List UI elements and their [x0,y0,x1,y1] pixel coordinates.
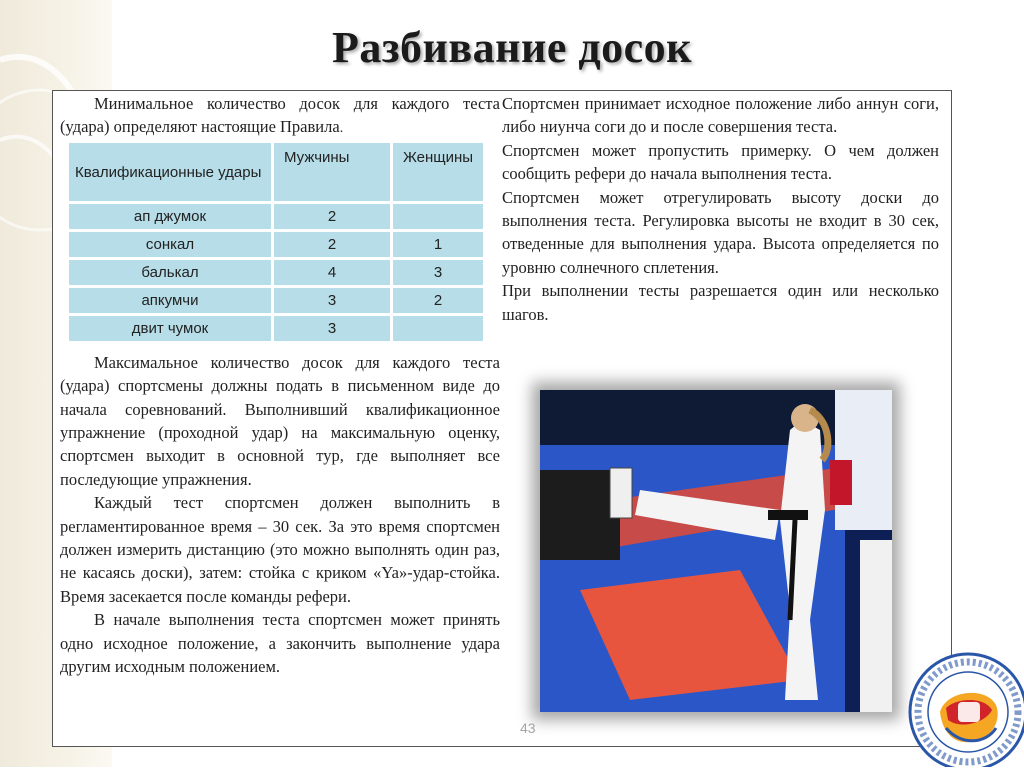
cell-kick: ап джумок [69,204,271,229]
skip-fitting-paragraph: Спортсмен может пропустить примерку. О чем должен сообщить рефери до начала выполнения теста. [502,140,939,184]
min-boards-paragraph [60,92,500,141]
start-position-paragraph: В начале выполнения теста спортсмен может принять одно исходное положение, а закончить выполнение удара другим исходным положением. [60,610,500,677]
table-header-row [69,143,483,201]
table-row [69,260,483,285]
qualification-table [66,140,486,344]
cell-kick: двит чумок [69,316,271,341]
cell-men: 2 [274,232,390,257]
header-women: Женщины [393,143,483,201]
page-number: 43 [520,720,536,736]
time-limit-paragraph: Каждый тест спортсмен должен выполнить в регламентированное время – 30 сек. За это время спортсмен должен измерить дистанцию (это можно выполнять один раз, не касаясь доски), затем: стойка с криком «Ya»-удар-стойка. Время засекается после команды рефери. [60,493,500,606]
min-boards-period: . [339,121,344,137]
steps-paragraph: При выполнении тесты разрешается один или несколько шагов. [502,281,939,324]
cell-kick: апкумчи [69,288,271,313]
cell-kick: сонкал [69,232,271,257]
table-row [69,316,483,341]
cell-men: 3 [274,288,390,313]
cell-women: 1 [393,232,483,257]
header-men: Мужчины [274,143,390,201]
board-height-paragraph: Спортсмен может отрегулировать высоту доски до выполнения теста. Регулировка высоты не входит в 30 сек, отведенные для выполнения удара. Высота определяется по уровню солнечного сплетения. [502,187,939,277]
max-boards-paragraph: Максимальное количество досок для каждого теста (удара) спортсмены должны подать в письменном виде до начала соревнований. Выполнивший квалификационное упражнение (проходной удар) на максимальную оценку, спортсмен выходит в основной тур, где выполняет все последующие упражнения. [60,352,500,489]
table-row [69,232,483,257]
cell-men: 4 [274,260,390,285]
cell-men: 2 [274,204,390,229]
federation-logo-graphic [906,650,1024,767]
cell-women [393,204,483,229]
stance-paragraph: Спортсмен принимает исходное положение либо аннун соги, либо ниунча соги до и после совершения теста. [502,94,939,137]
header-kicks: Квалификационные удары [69,143,271,201]
slide-title: Разбивание досок [331,23,693,72]
photo-illustration [540,390,892,712]
cell-women: 3 [393,260,483,285]
cell-women: 2 [393,288,483,313]
table-row [69,288,483,313]
min-boards-text: Минимальное количество досок для каждого теста (удара) определяют настоящие Правила [60,94,500,137]
table-row [69,204,483,229]
federation-logo [906,650,1024,767]
right-column [502,92,939,326]
cell-men: 3 [274,316,390,341]
cell-women [393,316,483,341]
breaking-kick-photo [540,390,892,712]
cell-kick: балькал [69,260,271,285]
